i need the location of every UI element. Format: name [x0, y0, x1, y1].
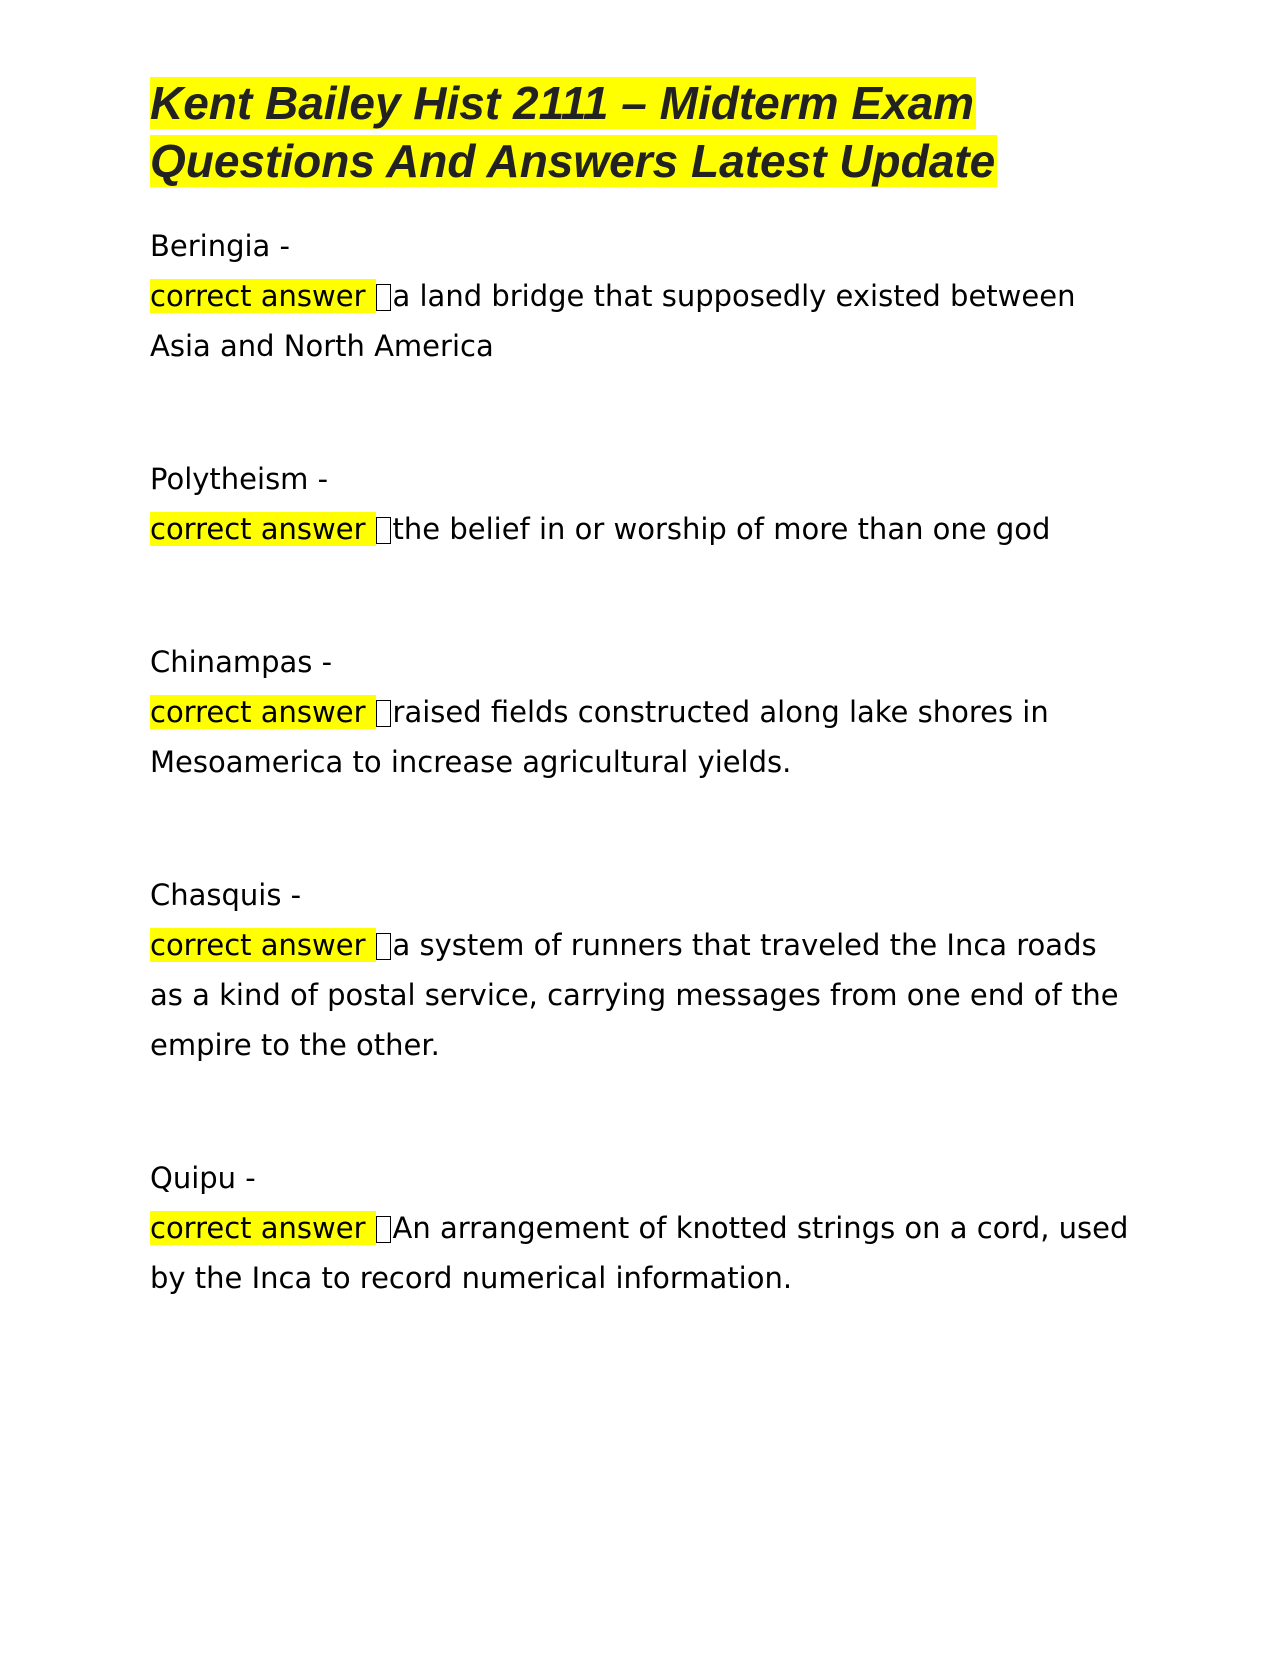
answer-line — [150, 687, 1130, 787]
qa-entry-chasquis — [150, 870, 1130, 1070]
term: Chasquis - — [150, 878, 302, 912]
qa-entry-polytheism — [150, 454, 1130, 554]
answer-text: raised fields constructed along lake shores in Mesoamerica to increase agricultural yields. — [150, 695, 1049, 779]
answer-line — [150, 271, 1130, 371]
answer-text: a land bridge that supposedly existed between Asia and North America — [150, 279, 1076, 363]
answer-line — [150, 504, 1130, 554]
answer-line — [150, 1203, 1130, 1303]
answer-text: a system of runners that traveled the Inca roads as a kind of postal service, carrying messages from one end of the empire to the other. — [150, 928, 1119, 1062]
missing-glyph-icon — [376, 1216, 391, 1243]
qa-entry-chinampas — [150, 637, 1130, 787]
correct-answer-label: correct answer — [150, 1211, 376, 1245]
correct-answer-label: correct answer — [150, 279, 376, 313]
missing-glyph-icon — [376, 700, 391, 727]
answer-line — [150, 920, 1130, 1070]
answer-text: An arrangement of knotted strings on a cord, used by the Inca to record numerical information. — [150, 1211, 1129, 1295]
qa-entry-quipu — [150, 1153, 1130, 1303]
missing-glyph-icon — [376, 284, 391, 311]
term: Quipu - — [150, 1161, 256, 1195]
correct-answer-label: correct answer — [150, 928, 376, 962]
qa-entry-beringia — [150, 221, 1130, 371]
correct-answer-label: correct answer — [150, 695, 376, 729]
title-line-2: Questions And Answers Latest Update — [150, 135, 996, 187]
term: Polytheism - — [150, 462, 329, 496]
term: Beringia - — [150, 229, 291, 263]
missing-glyph-icon — [376, 933, 391, 960]
page-title — [150, 74, 1150, 190]
term: Chinampas - — [150, 645, 333, 679]
title-line-1: Kent Bailey Hist 2111 – Midterm Exam — [150, 77, 975, 129]
answer-text: the belief in or worship of more than one god — [392, 512, 1051, 546]
correct-answer-label: correct answer — [150, 512, 376, 546]
missing-glyph-icon — [376, 517, 391, 544]
